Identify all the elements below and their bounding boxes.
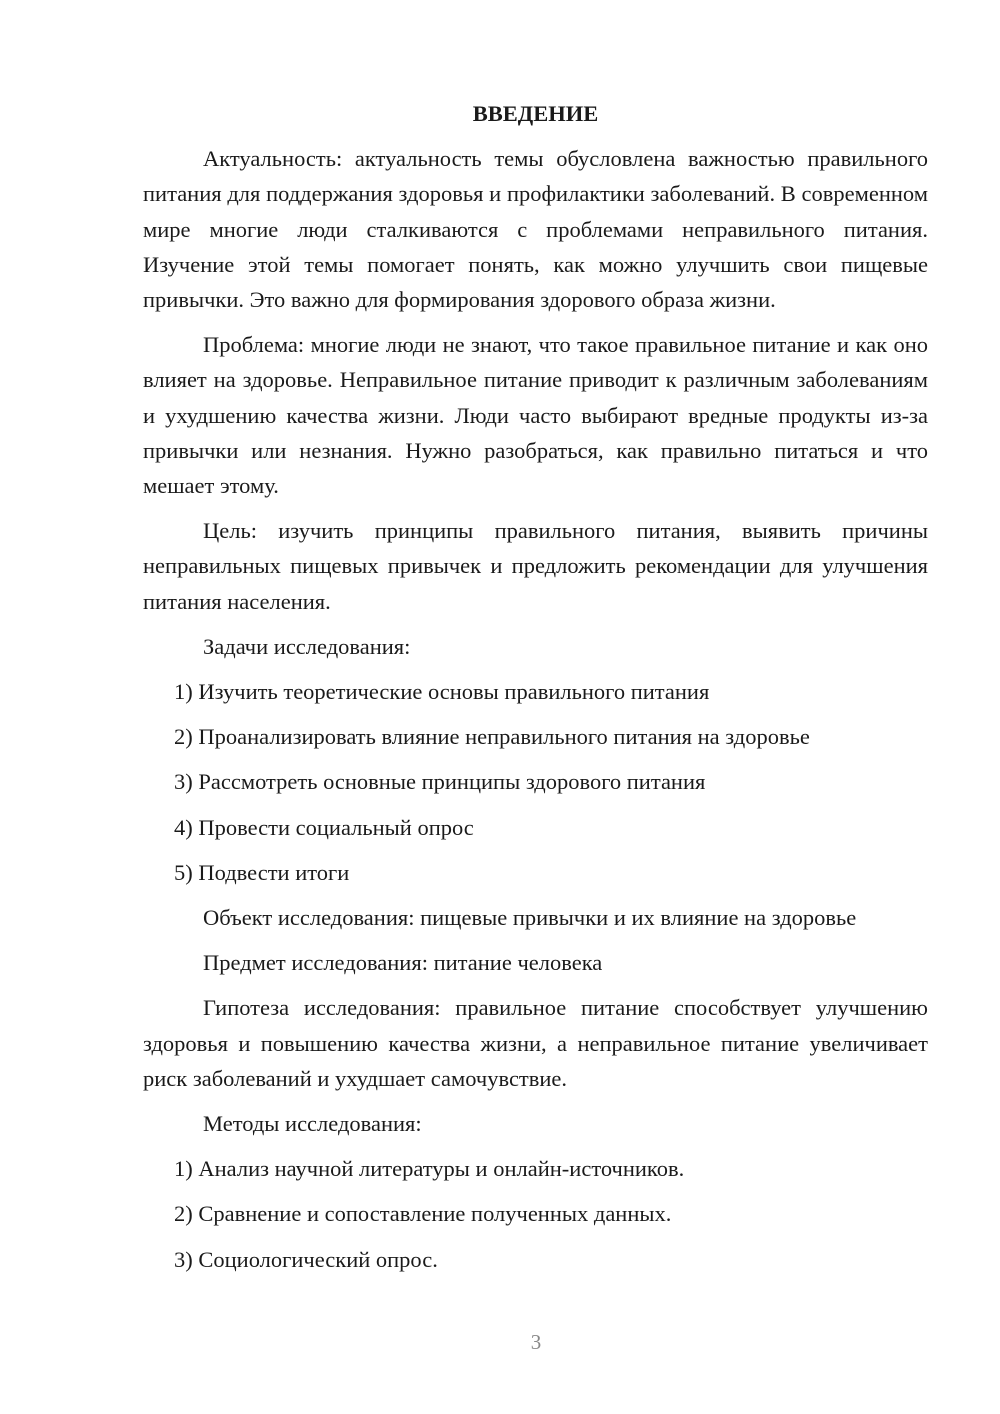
research-subject: Предмет исследования: питание человека <box>203 950 603 976</box>
document-page <box>143 96 928 1287</box>
list-item: 3) Социологический опрос. <box>174 1246 438 1272</box>
methods-heading: Методы исследования: <box>203 1111 422 1137</box>
tasks-list <box>143 674 928 890</box>
list-item: 5) Подвести итоги <box>174 859 350 885</box>
methods-list <box>143 1151 928 1277</box>
list-item: 1) Анализ научной литературы и онлайн-источников. <box>174 1156 685 1182</box>
list-item: 3) Рассмотреть основные принципы здорового питания <box>174 769 706 795</box>
problem-paragraph: Проблема: многие люди не знают, что такое правильное питание и как оно влияет на здоровье. Неправильное питание приводит к различным заболеваниям и ухудшению качества жизни. Люди часто выбирают вредные продукты из-за привычки или незнания. Нужно разобраться, как правильно питаться и что мешает этому. <box>143 332 928 499</box>
hypothesis-paragraph: Гипотеза исследования: правильное питание способствует улучшению здоровья и повышению качества жизни, а неправильное питание увеличивает риск заболеваний и ухудшает самочувствие. <box>143 995 928 1091</box>
tasks-heading: Задачи исследования: <box>203 633 411 659</box>
page-number: 3 <box>530 1330 542 1354</box>
list-item: 4) Провести социальный опрос <box>174 814 474 840</box>
goal-paragraph: Цель: изучить принципы правильного питания, выявить причины неправильных пищевых привычек и предложить рекомендации для улучшения питания населения. <box>143 518 928 614</box>
section-title: ВВЕДЕНИЕ <box>472 101 599 126</box>
list-item: 2) Проанализировать влияние неправильного питания на здоровье <box>174 724 810 750</box>
relevance-paragraph: Актуальность: актуальность темы обусловлена важностью правильного питания для поддержания здоровья и профилактики заболеваний. В современном мире многие люди сталкиваются с проблемами неправильного питания. Изучение этой темы помогает понять, как можно улучшить свои пищевые привычки. Это важно для формирования здорового образа жизни. <box>143 146 928 313</box>
research-object: Объект исследования: пищевые привычки и их влияние на здоровье <box>203 905 857 931</box>
list-item: 2) Сравнение и сопоставление полученных данных. <box>174 1201 672 1227</box>
list-item: 1) Изучить теоретические основы правильного питания <box>174 679 710 705</box>
